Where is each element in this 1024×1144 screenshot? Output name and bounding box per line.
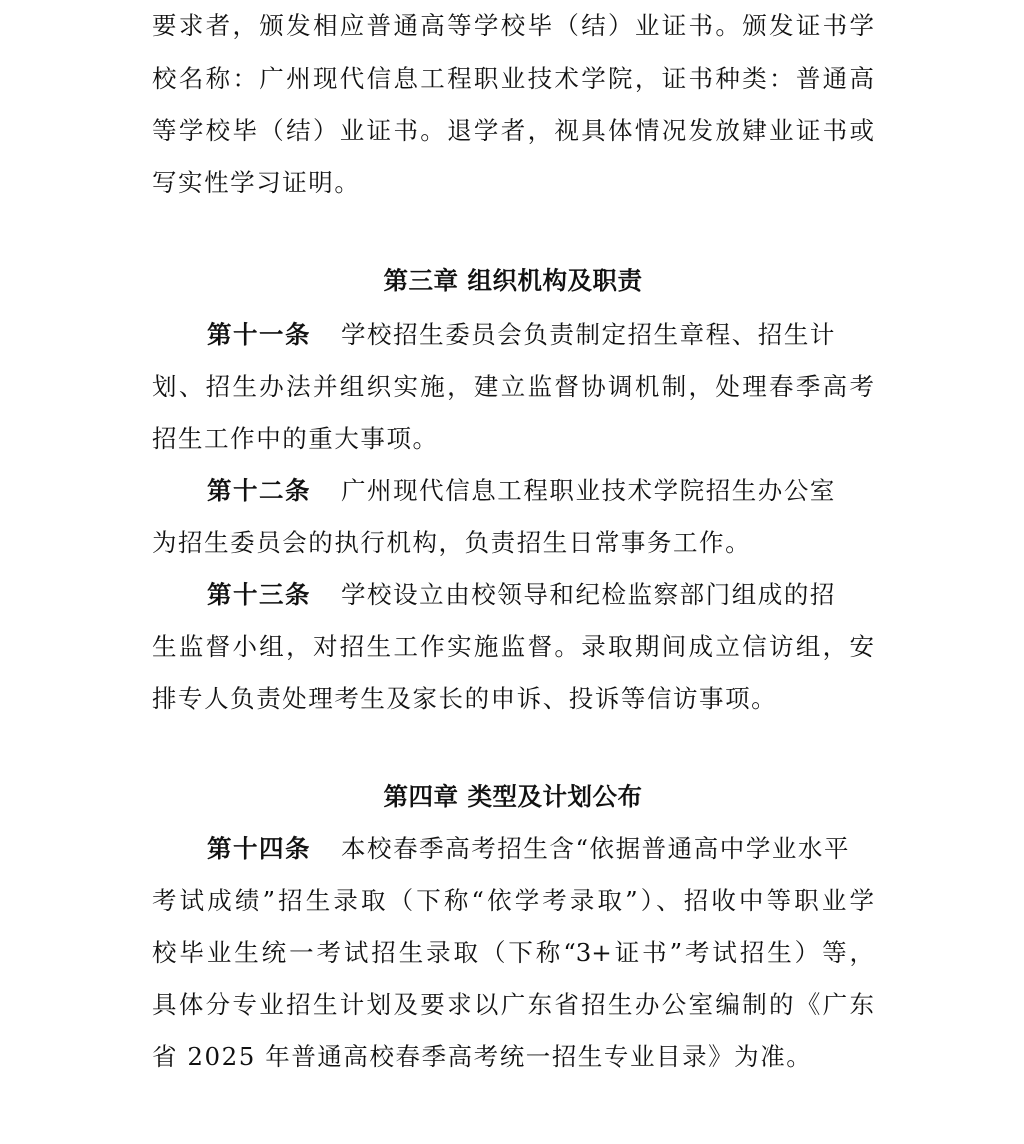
article-first-line bbox=[207, 832, 874, 866]
paragraph-line: 校名称：广州现代信息工程职业技术学院，证书种类：普通高 bbox=[152, 64, 874, 93]
article-text: 学校招生委员会负责制定招生章程、招生计 bbox=[341, 320, 836, 349]
paragraph-line: 等学校毕（结）业证书。退学者，视具体情况发放肄业证书或 bbox=[152, 116, 874, 145]
paragraph-line: 具体分专业招生计划及要求以广东省招生办公室编制的《广东 bbox=[152, 990, 874, 1019]
paragraph-line: 考试成绩”招生录取（下称“依学考录取”）、招收中等职业学 bbox=[152, 886, 874, 915]
article-text: 学校设立由校领导和纪检监察部门组成的招 bbox=[341, 580, 836, 609]
article-first-line bbox=[207, 474, 874, 508]
paragraph-line: 写实性学习证明。 bbox=[152, 168, 361, 197]
chapter-heading: 第四章 类型及计划公布 bbox=[383, 782, 643, 811]
article-first-line bbox=[207, 578, 874, 612]
paragraph-line: 排专人负责处理考生及家长的申诉、投诉等信访事项。 bbox=[152, 684, 778, 713]
article-first-line bbox=[207, 318, 874, 352]
article-text: 本校春季高考招生含“依据普通高中学业水平 bbox=[341, 834, 851, 863]
article-label: 第十四条 bbox=[207, 834, 311, 863]
paragraph-line: 为招生委员会的执行机构，负责招生日常事务工作。 bbox=[152, 528, 752, 557]
paragraph-line: 生监督小组，对招生工作实施监督。录取期间成立信访组，安 bbox=[152, 632, 874, 661]
article-label: 第十一条 bbox=[207, 320, 311, 349]
paragraph-line: 划、招生办法并组织实施，建立监督协调机制，处理春季高考 bbox=[152, 372, 874, 401]
paragraph-line: 要求者，颁发相应普通高等学校毕（结）业证书。颁发证书学 bbox=[152, 11, 874, 40]
article-label: 第十三条 bbox=[207, 580, 311, 609]
paragraph-line: 省 2025 年普通高校春季高考统一招生专业目录》为准。 bbox=[152, 1042, 813, 1071]
paragraph-line: 校毕业生统一考试招生录取（下称“3+证书”考试招生）等， bbox=[152, 938, 874, 967]
paragraph-line: 招生工作中的重大事项。 bbox=[152, 424, 439, 453]
article-label: 第十二条 bbox=[207, 476, 311, 505]
chapter-heading: 第三章 组织机构及职责 bbox=[383, 266, 643, 295]
article-text: 广州现代信息工程职业技术学院招生办公室 bbox=[341, 476, 836, 505]
